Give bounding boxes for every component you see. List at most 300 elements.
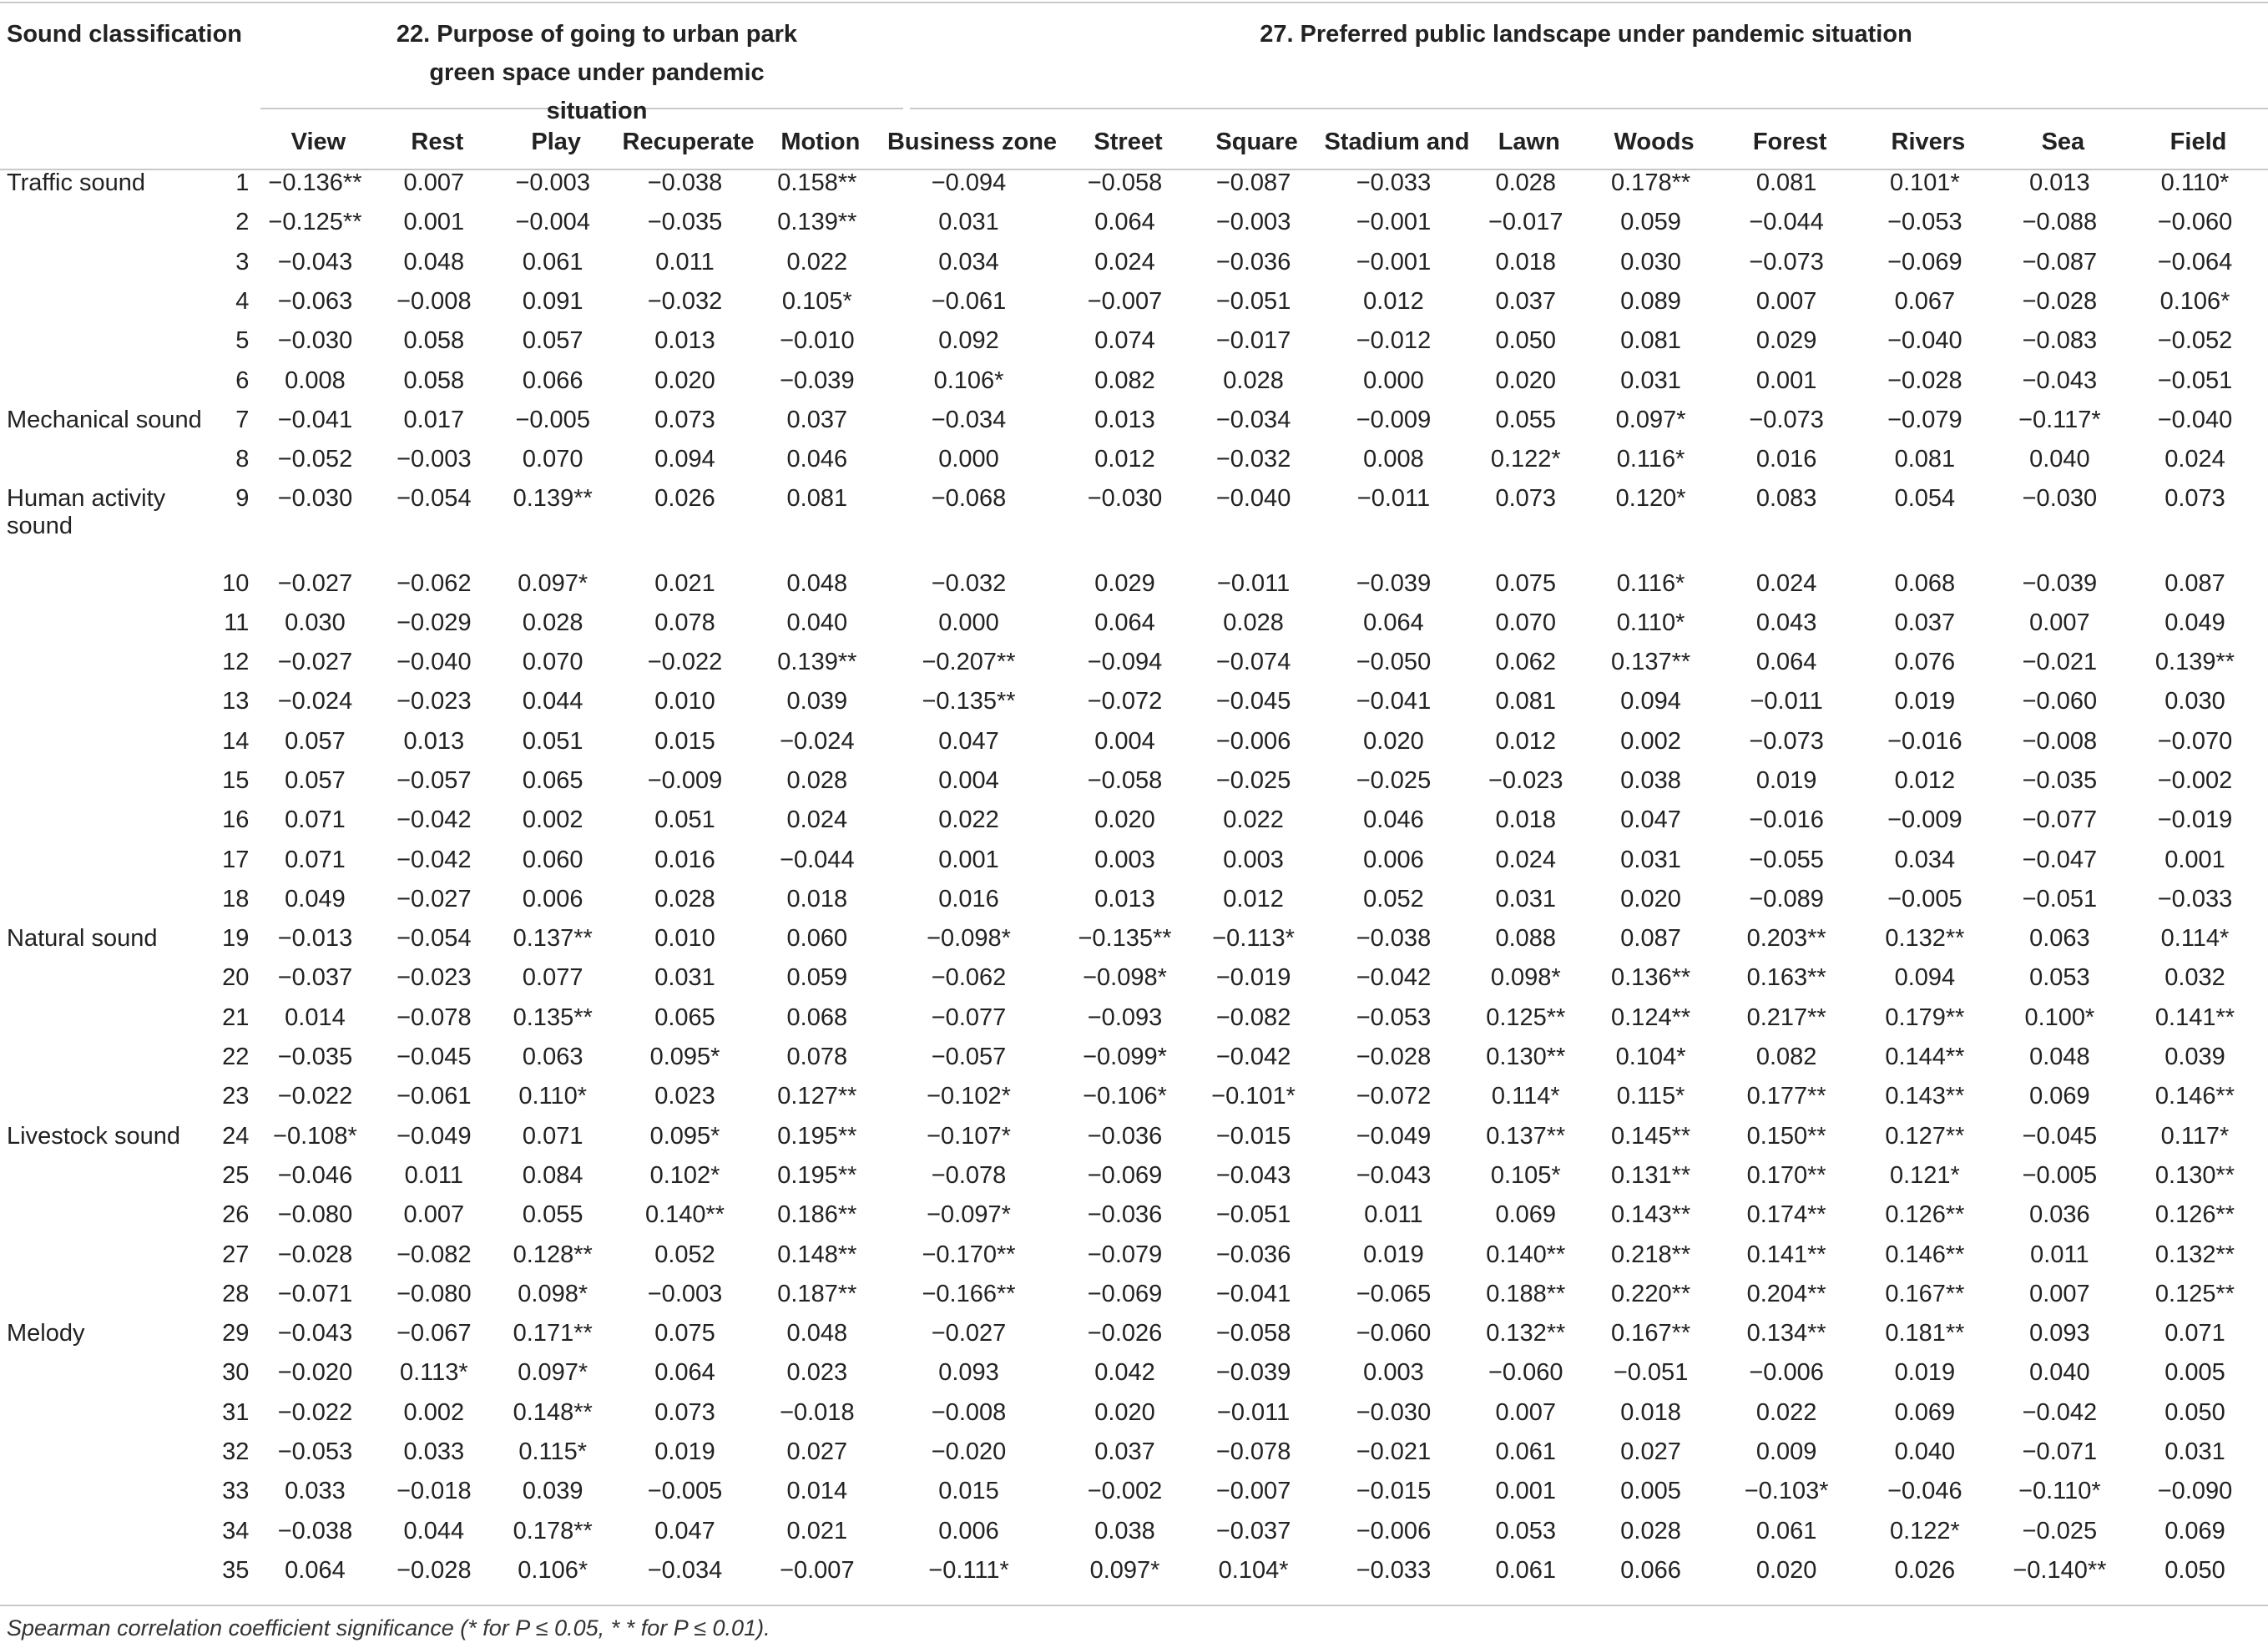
value-cell: 0.058 bbox=[403, 327, 465, 355]
item-number-cell: 27 bbox=[222, 1241, 250, 1268]
value-cell: −0.077 bbox=[931, 1003, 1007, 1031]
value-cell: −0.028 bbox=[2022, 288, 2098, 316]
value-cell: 0.088 bbox=[1495, 925, 1557, 953]
value-cell: −0.089 bbox=[1749, 885, 1824, 912]
value-cell: −0.108* bbox=[273, 1122, 357, 1150]
value-cell: −0.062 bbox=[397, 569, 472, 597]
table-row bbox=[0, 1393, 2268, 1433]
value-cell: 0.039 bbox=[522, 1478, 583, 1505]
value-cell: 0.063 bbox=[2029, 925, 2090, 953]
value-cell: −0.023 bbox=[397, 964, 472, 992]
item-number-cell: 7 bbox=[235, 406, 250, 433]
item-number-cell: 1 bbox=[235, 169, 250, 197]
value-cell: 0.101* bbox=[1889, 169, 1960, 197]
value-cell: 0.028 bbox=[1495, 169, 1557, 197]
value-cell: 0.113* bbox=[399, 1359, 468, 1387]
value-cell: 0.139** bbox=[2154, 649, 2235, 676]
value-cell: 0.021 bbox=[786, 1517, 848, 1544]
value-cell: 0.126** bbox=[2154, 1201, 2235, 1229]
value-cell: −0.040 bbox=[397, 649, 472, 676]
value-cell: −0.038 bbox=[1356, 925, 1432, 953]
value-cell: 0.010 bbox=[654, 688, 715, 715]
sound-class-cell: Melody bbox=[7, 1320, 85, 1347]
value-cell: −0.042 bbox=[397, 806, 472, 834]
value-cell: 0.071 bbox=[285, 806, 346, 834]
bottom-rule bbox=[0, 1605, 2268, 1606]
sound-class-cell: Livestock sound bbox=[7, 1122, 180, 1150]
value-cell: 0.187** bbox=[777, 1280, 857, 1307]
value-cell: 0.087 bbox=[2164, 569, 2225, 597]
value-cell: 0.059 bbox=[786, 964, 848, 992]
table-row bbox=[0, 840, 2268, 879]
item-number-cell: 11 bbox=[224, 609, 250, 636]
value-cell: 0.067 bbox=[1894, 288, 1956, 316]
value-cell: 0.102* bbox=[649, 1161, 720, 1189]
value-cell: −0.016 bbox=[1749, 806, 1824, 834]
value-cell: −0.023 bbox=[1488, 767, 1563, 794]
value-cell: 0.046 bbox=[1363, 806, 1424, 834]
value-cell: 0.039 bbox=[786, 688, 848, 715]
value-cell: −0.051 bbox=[1613, 1359, 1689, 1387]
value-cell: −0.041 bbox=[277, 406, 353, 433]
value-cell: 0.148** bbox=[513, 1398, 593, 1426]
sound-class-cell bbox=[0, 1038, 215, 1077]
value-cell: −0.063 bbox=[277, 288, 353, 316]
value-cell: −0.003 bbox=[515, 169, 590, 197]
value-cell: 0.048 bbox=[786, 569, 848, 597]
value-cell: −0.057 bbox=[931, 1044, 1007, 1071]
table-row bbox=[0, 361, 2268, 400]
value-cell: 0.018 bbox=[1620, 1398, 1681, 1426]
value-cell: −0.083 bbox=[2022, 327, 2098, 355]
value-cell: 0.047 bbox=[654, 1517, 715, 1544]
value-cell: 0.023 bbox=[654, 1083, 715, 1110]
value-cell: 0.106* bbox=[518, 1556, 588, 1584]
value-cell: 0.051 bbox=[654, 806, 715, 834]
value-cell: 0.012 bbox=[1495, 727, 1557, 755]
value-cell: −0.027 bbox=[277, 649, 353, 676]
value-cell: 0.125** bbox=[1486, 1003, 1566, 1031]
value-cell: 0.071 bbox=[285, 846, 346, 873]
item-number-cell: 31 bbox=[222, 1398, 250, 1426]
table-row bbox=[0, 1038, 2268, 1077]
value-cell: −0.020 bbox=[277, 1359, 353, 1387]
value-cell: 0.040 bbox=[786, 609, 848, 636]
sound-class-cell bbox=[0, 604, 215, 643]
value-cell: 0.068 bbox=[1894, 569, 1956, 597]
value-cell: 0.066 bbox=[1620, 1556, 1681, 1584]
value-cell: −0.064 bbox=[2157, 248, 2233, 276]
value-cell: 0.148** bbox=[777, 1241, 857, 1268]
value-cell: 0.007 bbox=[2029, 609, 2090, 636]
value-cell: 0.158** bbox=[777, 169, 857, 197]
value-cell: −0.007 bbox=[780, 1556, 855, 1584]
value-cell: 0.044 bbox=[522, 688, 583, 715]
value-cell: −0.069 bbox=[1087, 1161, 1163, 1189]
value-cell: −0.079 bbox=[1887, 406, 1962, 433]
value-cell: 0.011 bbox=[1364, 1201, 1423, 1229]
table-row bbox=[0, 998, 2268, 1038]
value-cell: −0.061 bbox=[397, 1083, 472, 1110]
value-cell: 0.018 bbox=[786, 885, 848, 912]
value-cell: 0.019 bbox=[654, 1438, 715, 1466]
value-cell: −0.022 bbox=[277, 1083, 353, 1110]
value-cell: −0.028 bbox=[277, 1241, 353, 1268]
value-cell: 0.081 bbox=[1620, 327, 1681, 355]
value-cell: −0.057 bbox=[397, 767, 472, 794]
value-cell: 0.116* bbox=[1616, 569, 1685, 597]
value-cell: 0.061 bbox=[522, 248, 583, 276]
value-cell: 0.130** bbox=[2154, 1161, 2235, 1189]
value-cell: 0.031 bbox=[1620, 367, 1681, 394]
value-cell: −0.058 bbox=[1087, 767, 1163, 794]
value-cell: 0.069 bbox=[2164, 1517, 2225, 1544]
value-cell: 0.116* bbox=[1616, 446, 1685, 473]
value-cell: 0.117* bbox=[2160, 1122, 2230, 1150]
table-row bbox=[0, 761, 2268, 801]
value-cell: −0.045 bbox=[1215, 688, 1291, 715]
value-cell: −0.041 bbox=[1356, 688, 1432, 715]
value-cell: −0.045 bbox=[397, 1044, 472, 1071]
value-cell: −0.026 bbox=[1087, 1320, 1163, 1347]
value-cell: −0.054 bbox=[397, 485, 472, 513]
value-cell: 0.076 bbox=[1894, 649, 1956, 676]
value-cell: −0.054 bbox=[397, 925, 472, 953]
value-cell: 0.014 bbox=[285, 1003, 346, 1031]
value-cell: 0.132** bbox=[1486, 1320, 1566, 1347]
value-cell: 0.093 bbox=[2029, 1320, 2090, 1347]
value-cell: −0.009 bbox=[647, 767, 723, 794]
value-cell: −0.028 bbox=[1887, 367, 1962, 394]
value-cell: 0.084 bbox=[522, 1161, 583, 1189]
table-row bbox=[0, 919, 2268, 958]
value-cell: −0.097* bbox=[927, 1201, 1011, 1229]
value-cell: −0.008 bbox=[931, 1398, 1007, 1426]
value-cell: −0.101* bbox=[1211, 1083, 1296, 1110]
column-header: Rest bbox=[411, 128, 464, 155]
value-cell: −0.098* bbox=[1083, 964, 1167, 992]
sound-class-cell bbox=[0, 1196, 215, 1235]
table-row bbox=[0, 440, 2268, 479]
value-cell: −0.067 bbox=[397, 1320, 472, 1347]
value-cell: −0.042 bbox=[1356, 964, 1432, 992]
value-cell: −0.039 bbox=[2022, 569, 2098, 597]
value-cell: 0.024 bbox=[1094, 248, 1155, 276]
column-header: Field bbox=[2170, 128, 2227, 155]
value-cell: 0.145** bbox=[1611, 1122, 1691, 1150]
value-cell: −0.037 bbox=[277, 964, 353, 992]
value-cell: −0.073 bbox=[1749, 406, 1824, 433]
value-cell: −0.030 bbox=[277, 485, 353, 513]
value-cell: 0.181** bbox=[1885, 1320, 1965, 1347]
value-cell: 0.178** bbox=[1611, 169, 1691, 197]
item-number-cell: 10 bbox=[222, 569, 250, 597]
value-cell: 0.018 bbox=[1495, 806, 1557, 834]
value-cell: 0.059 bbox=[1620, 209, 1681, 236]
value-cell: 0.016 bbox=[654, 846, 715, 873]
value-cell: 0.000 bbox=[938, 446, 999, 473]
value-cell: −0.005 bbox=[1887, 885, 1962, 912]
value-cell: 0.114* bbox=[2160, 925, 2230, 953]
value-cell: 0.098* bbox=[518, 1280, 588, 1307]
value-cell: 0.063 bbox=[522, 1044, 583, 1071]
value-cell: −0.068 bbox=[931, 485, 1007, 513]
correlation-table bbox=[0, 120, 2268, 1590]
value-cell: 0.070 bbox=[1495, 609, 1557, 636]
table-row bbox=[0, 1512, 2268, 1551]
item-number-cell: 15 bbox=[222, 767, 250, 794]
value-cell: 0.097* bbox=[1615, 406, 1686, 433]
value-cell: 0.106* bbox=[2159, 288, 2230, 316]
value-cell: −0.033 bbox=[1356, 169, 1432, 197]
value-cell: −0.060 bbox=[1488, 1359, 1563, 1387]
value-cell: 0.006 bbox=[522, 885, 583, 912]
value-cell: 0.037 bbox=[1094, 1438, 1155, 1466]
value-cell: 0.060 bbox=[522, 846, 583, 873]
table-row bbox=[0, 203, 2268, 242]
value-cell: −0.011 bbox=[1216, 569, 1291, 597]
value-cell: 0.218** bbox=[1611, 1241, 1691, 1268]
value-cell: 0.220** bbox=[1611, 1280, 1691, 1307]
sound-class-cell: Mechanical sound bbox=[7, 406, 202, 433]
value-cell: −0.088 bbox=[2022, 209, 2098, 236]
value-cell: −0.072 bbox=[1087, 688, 1163, 715]
value-cell: 0.031 bbox=[2164, 1438, 2225, 1466]
value-cell: −0.034 bbox=[647, 1556, 723, 1584]
value-cell: 0.077 bbox=[522, 964, 583, 992]
column-header: View bbox=[290, 128, 346, 155]
value-cell: 0.013 bbox=[654, 327, 715, 355]
sound-class-cell bbox=[0, 1275, 215, 1314]
table-row bbox=[0, 321, 2268, 361]
value-cell: 0.139** bbox=[777, 649, 857, 676]
value-cell: 0.057 bbox=[285, 727, 346, 755]
value-cell: −0.040 bbox=[1887, 327, 1962, 355]
value-cell: −0.070 bbox=[2157, 727, 2233, 755]
table-row bbox=[0, 682, 2268, 721]
item-number-cell: 8 bbox=[235, 446, 250, 473]
value-cell: 0.031 bbox=[1495, 885, 1557, 912]
value-cell: 0.022 bbox=[1223, 806, 1284, 834]
sound-class-cell bbox=[0, 682, 215, 721]
value-cell: 0.028 bbox=[786, 767, 848, 794]
item-number-cell: 23 bbox=[222, 1083, 250, 1110]
value-cell: 0.001 bbox=[938, 846, 999, 873]
value-cell: −0.082 bbox=[397, 1241, 472, 1268]
sound-class-cell bbox=[0, 321, 215, 361]
value-cell: 0.028 bbox=[1620, 1517, 1681, 1544]
value-cell: −0.015 bbox=[1215, 1122, 1291, 1150]
value-cell: 0.049 bbox=[2164, 609, 2225, 636]
value-cell: −0.110* bbox=[2018, 1478, 2101, 1505]
value-cell: −0.005 bbox=[515, 406, 590, 433]
value-cell: 0.048 bbox=[786, 1320, 848, 1347]
value-cell: 0.146** bbox=[2154, 1083, 2235, 1110]
value-cell: −0.002 bbox=[1087, 1478, 1163, 1505]
value-cell: −0.094 bbox=[931, 169, 1007, 197]
value-cell: 0.195** bbox=[777, 1122, 857, 1150]
column-header: Lawn bbox=[1498, 128, 1560, 155]
value-cell: 0.137** bbox=[1611, 649, 1691, 676]
value-cell: 0.042 bbox=[1094, 1359, 1155, 1387]
sound-class-cell bbox=[0, 801, 215, 840]
value-cell: 0.053 bbox=[1495, 1517, 1557, 1544]
sound-class-cell bbox=[0, 643, 215, 682]
item-number-cell: 6 bbox=[235, 367, 250, 394]
value-cell: 0.127** bbox=[777, 1083, 857, 1110]
value-cell: −0.049 bbox=[397, 1122, 472, 1150]
value-cell: 0.008 bbox=[285, 367, 346, 394]
value-cell: −0.002 bbox=[2157, 767, 2233, 794]
value-cell: 0.015 bbox=[654, 727, 715, 755]
value-cell: −0.042 bbox=[2022, 1398, 2098, 1426]
value-cell: −0.001 bbox=[1356, 209, 1432, 236]
value-cell: −0.037 bbox=[1215, 1517, 1291, 1544]
value-cell: 0.132** bbox=[2154, 1241, 2235, 1268]
value-cell: −0.060 bbox=[2022, 688, 2098, 715]
value-cell: −0.040 bbox=[2157, 406, 2233, 433]
value-cell: 0.069 bbox=[1894, 1398, 1956, 1426]
value-cell: 0.024 bbox=[2164, 446, 2225, 473]
value-cell: 0.170** bbox=[1746, 1161, 1826, 1189]
value-cell: −0.113* bbox=[1212, 925, 1295, 953]
value-cell: −0.003 bbox=[397, 446, 472, 473]
value-cell: −0.073 bbox=[1749, 727, 1824, 755]
value-cell: −0.052 bbox=[277, 446, 353, 473]
value-cell: −0.080 bbox=[397, 1280, 472, 1307]
value-cell: 0.073 bbox=[1495, 485, 1557, 513]
value-cell: −0.060 bbox=[2157, 209, 2233, 236]
value-cell: 0.110* bbox=[1616, 609, 1685, 636]
value-cell: −0.028 bbox=[397, 1556, 472, 1584]
value-cell: 0.006 bbox=[938, 1517, 999, 1544]
value-cell: 0.029 bbox=[1755, 327, 1817, 355]
sound-class-cell bbox=[0, 282, 215, 321]
value-cell: 0.012 bbox=[1363, 288, 1424, 316]
table-row bbox=[0, 282, 2268, 321]
item-number-cell: 17 bbox=[222, 846, 250, 873]
value-cell: 0.028 bbox=[654, 885, 715, 912]
value-cell: −0.036 bbox=[1215, 248, 1291, 276]
item-number-cell: 28 bbox=[222, 1280, 250, 1307]
item-number-cell: 25 bbox=[222, 1161, 250, 1189]
item-number-cell: 24 bbox=[222, 1122, 250, 1150]
value-cell: −0.078 bbox=[1215, 1438, 1291, 1466]
value-cell: 0.089 bbox=[1620, 288, 1681, 316]
sound-classification-header: Sound classification bbox=[7, 21, 242, 48]
value-cell: −0.036 bbox=[1087, 1122, 1163, 1150]
value-cell: 0.125** bbox=[2154, 1280, 2235, 1307]
value-cell: −0.103* bbox=[1744, 1478, 1829, 1505]
value-cell: 0.178** bbox=[513, 1517, 593, 1544]
value-cell: 0.061 bbox=[1495, 1556, 1557, 1584]
value-cell: 0.179** bbox=[1885, 1003, 1965, 1031]
value-cell: 0.037 bbox=[1894, 609, 1956, 636]
column-header: Square bbox=[1215, 128, 1298, 155]
value-cell: 0.039 bbox=[2164, 1044, 2225, 1071]
value-cell: 0.034 bbox=[938, 248, 999, 276]
value-cell: −0.052 bbox=[2157, 327, 2233, 355]
table-row bbox=[0, 1235, 2268, 1274]
value-cell: −0.046 bbox=[277, 1161, 353, 1189]
value-cell: −0.009 bbox=[1887, 806, 1962, 834]
value-cell: −0.043 bbox=[277, 248, 353, 276]
value-cell: 0.082 bbox=[1755, 1044, 1817, 1071]
value-cell: −0.005 bbox=[2022, 1161, 2098, 1189]
sound-class-cell bbox=[0, 1077, 215, 1116]
value-cell: −0.060 bbox=[1356, 1320, 1432, 1347]
value-cell: −0.053 bbox=[277, 1438, 353, 1466]
value-cell: −0.125** bbox=[268, 209, 362, 236]
value-cell: 0.104* bbox=[1218, 1556, 1289, 1584]
item-number-cell: 34 bbox=[222, 1517, 250, 1544]
value-cell: 0.100* bbox=[2024, 1003, 2095, 1031]
value-cell: 0.055 bbox=[1495, 406, 1557, 433]
value-cell: −0.019 bbox=[1215, 964, 1291, 992]
value-cell: −0.170** bbox=[922, 1241, 1016, 1268]
table-row bbox=[0, 1077, 2268, 1116]
value-cell: −0.027 bbox=[931, 1320, 1007, 1347]
value-cell: 0.028 bbox=[1223, 609, 1284, 636]
value-cell: −0.003 bbox=[1215, 209, 1291, 236]
value-cell: −0.051 bbox=[1215, 288, 1291, 316]
value-cell: 0.150** bbox=[1746, 1122, 1826, 1150]
sound-class-cell bbox=[0, 998, 215, 1038]
value-cell: −0.078 bbox=[931, 1161, 1007, 1189]
value-cell: 0.163** bbox=[1746, 964, 1826, 992]
value-cell: −0.044 bbox=[1749, 209, 1824, 236]
value-cell: 0.061 bbox=[1755, 1517, 1817, 1544]
value-cell: −0.006 bbox=[1749, 1359, 1824, 1387]
value-cell: 0.171** bbox=[513, 1320, 593, 1347]
value-cell: −0.136** bbox=[268, 169, 362, 197]
value-cell: −0.022 bbox=[647, 649, 723, 676]
value-cell: 0.126** bbox=[1885, 1201, 1965, 1229]
item-number-cell: 21 bbox=[222, 1003, 250, 1031]
value-cell: 0.002 bbox=[403, 1398, 465, 1426]
value-cell: 0.094 bbox=[1894, 964, 1956, 992]
value-cell: 0.082 bbox=[1094, 367, 1155, 394]
value-cell: 0.031 bbox=[654, 964, 715, 992]
table-row bbox=[0, 1196, 2268, 1235]
value-cell: 0.128** bbox=[513, 1241, 593, 1268]
value-cell: −0.035 bbox=[2022, 767, 2098, 794]
value-cell: −0.013 bbox=[277, 925, 353, 953]
value-cell: −0.140** bbox=[2013, 1556, 2107, 1584]
value-cell: 0.022 bbox=[786, 248, 848, 276]
value-cell: 0.018 bbox=[1495, 248, 1557, 276]
value-cell: 0.012 bbox=[1223, 885, 1284, 912]
value-cell: 0.031 bbox=[1620, 846, 1681, 873]
value-cell: 0.094 bbox=[654, 446, 715, 473]
value-cell: 0.026 bbox=[1894, 1556, 1956, 1584]
value-cell: −0.011 bbox=[1356, 485, 1431, 513]
value-cell: 0.115* bbox=[518, 1438, 588, 1466]
value-cell: 0.136** bbox=[1611, 964, 1691, 992]
value-cell: 0.122* bbox=[1889, 1517, 1960, 1544]
value-cell: 0.026 bbox=[654, 485, 715, 513]
value-cell: 0.130** bbox=[1486, 1044, 1566, 1071]
value-cell: 0.040 bbox=[2029, 446, 2090, 473]
value-cell: −0.051 bbox=[2022, 885, 2098, 912]
value-cell: 0.040 bbox=[2029, 1359, 2090, 1387]
value-cell: 0.143** bbox=[1611, 1201, 1691, 1229]
value-cell: 0.137** bbox=[1486, 1122, 1566, 1150]
value-cell: 0.024 bbox=[1755, 569, 1817, 597]
item-number-cell: 32 bbox=[222, 1438, 250, 1466]
value-cell: −0.072 bbox=[1356, 1083, 1432, 1110]
table-row bbox=[0, 1275, 2268, 1314]
